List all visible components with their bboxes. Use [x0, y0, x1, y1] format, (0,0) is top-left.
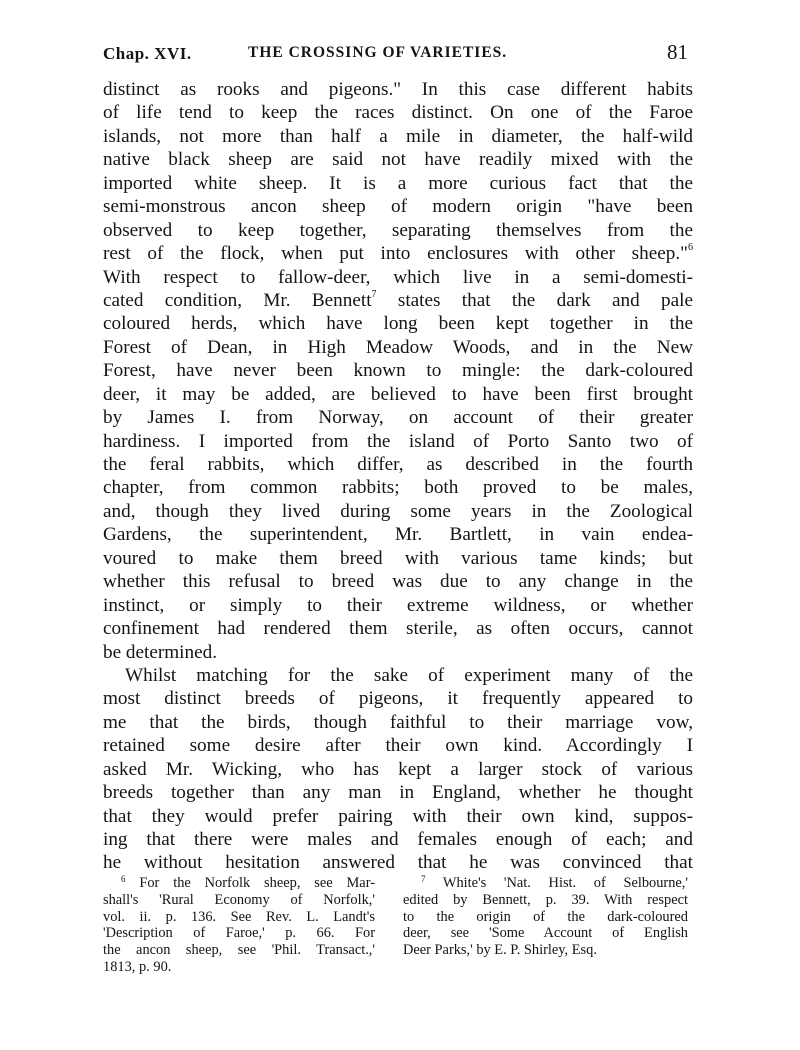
- footnote-line: vol. ii. p. 136. See Rev. L. Landt's: [103, 908, 375, 925]
- text-line: the feral rabbits, which differ, as described in the fourth: [103, 454, 693, 475]
- footnote-mark: 6: [121, 874, 126, 884]
- text-line: distinct as rooks and pigeons." In this case different habits: [103, 79, 693, 100]
- paragraph-1: [103, 78, 693, 664]
- footnote-line: 1813, p. 90.: [103, 958, 172, 975]
- text-line: deer, it may be added, are believed to have been first brought: [103, 383, 693, 405]
- footnote-line: edited by Bennett, p. 39. With respect: [403, 891, 688, 908]
- text-line: semi-monstrous ancon sheep of modern origin "have been: [103, 196, 693, 218]
- text-line: and, though they lived during some years in the Zoological: [103, 500, 693, 522]
- text-line: ing that there were males and females enough of each; and: [103, 829, 693, 850]
- text-line: Forest of Dean, in High Meadow Woods, and in the New: [103, 336, 693, 358]
- text-line: that they would prefer pairing with their own kind, suppos-: [103, 805, 693, 827]
- text-line: [103, 289, 693, 312]
- paragraph-2: [103, 664, 693, 875]
- text-line: asked Mr. Wicking, who has kept a larger stock of various: [103, 758, 693, 780]
- footnote-line-content: White's 'Nat. Hist. of Selbourne,': [442, 875, 688, 891]
- text-line: he without hesitation answered that he was convinced that: [103, 852, 693, 874]
- text-line: islands, not more than half a mile in diameter, the half-wild: [103, 125, 693, 147]
- text-line: most distinct breeds of pigeons, it frequently appeared to: [103, 688, 693, 710]
- text-line: me that the birds, though faithful to their marriage vow,: [103, 711, 693, 733]
- text-line: Forest, have never been known to mingle: the dark-coloured: [103, 360, 693, 382]
- chapter-title: THE CROSSING OF VARIETIES.: [248, 44, 508, 61]
- text-line: observed to keep together, separating themselves from the: [103, 219, 693, 241]
- footnote-line: Deer Parks,' by E. P. Shirley, Esq.: [403, 942, 597, 959]
- text-line: With respect to fallow-deer, which live in a semi-domesti-: [103, 266, 693, 288]
- text-line: by James I. from Norway, on account of their greater: [103, 407, 693, 429]
- footnote-7: [403, 875, 688, 959]
- footnote-line: shall's 'Rural Economy of Norfolk,': [103, 891, 375, 908]
- text-line: native black sheep are said not have readily mixed with the: [103, 149, 693, 171]
- footnote-6: [103, 875, 375, 976]
- text-line: of life tend to keep the races distinct. On one of the Faroe: [103, 102, 693, 124]
- footnote-ref-7: 7: [371, 288, 377, 300]
- text-line: chapter, from common rabbits; both proved to be males,: [103, 477, 693, 499]
- text-line: retained some desire after their own kind. Accordingly I: [103, 735, 693, 757]
- text-line-content: cated condition, Mr. Bennett: [103, 289, 372, 311]
- text-line: be determined.: [103, 641, 218, 663]
- footnote-line: deer, see 'Some Account of English: [403, 925, 688, 942]
- footnote-ref-6: 6: [688, 242, 693, 254]
- text-line: instinct, or simply to their extreme wildness, or whether: [103, 594, 693, 616]
- footnote-mark: 7: [421, 874, 426, 884]
- body-text: [103, 78, 693, 875]
- page-number: 81: [667, 40, 688, 64]
- running-head: [103, 40, 688, 70]
- text-line-content: states that the dark and pale: [376, 289, 693, 311]
- text-line: Gardens, the superintendent, Mr. Bartlett, in vain endea-: [103, 524, 693, 546]
- text-line: breeds together than any man in England, whether he thought: [103, 782, 693, 804]
- text-line: whether this refusal to breed was due to any change in the: [103, 571, 693, 593]
- footnote-line: 'Description of Faroe,' p. 66. For: [103, 925, 375, 942]
- footnote-line: [403, 875, 688, 892]
- footnote-line: to the origin of the dark-coloured: [403, 908, 688, 925]
- footnote-line: [103, 875, 375, 892]
- text-line: voured to make them breed with various tame kinds; but: [103, 547, 693, 569]
- text-line-content: rest of the flock, when put into enclosures with other sheep.": [103, 243, 688, 265]
- footnote-line-content: For the Norfolk sheep, see Mar-: [139, 875, 375, 891]
- text-line: confinement had rendered them sterile, as often occurs, cannot: [103, 618, 693, 640]
- text-line: coloured herds, which have long been kept together in the: [103, 313, 693, 335]
- footnote-line: the ancon sheep, see 'Phil. Transact.,': [103, 942, 375, 959]
- text-line: imported white sheep. It is a more curious fact that the: [103, 172, 693, 194]
- text-line: [103, 242, 693, 265]
- chapter-label: Chap. XVI.: [103, 44, 192, 63]
- text-line: hardiness. I imported from the island of Porto Santo two of: [103, 430, 693, 452]
- text-line: Whilst matching for the sake of experiment many of the: [125, 664, 693, 686]
